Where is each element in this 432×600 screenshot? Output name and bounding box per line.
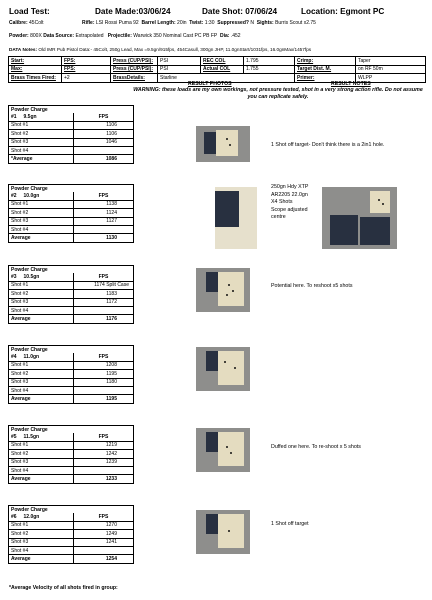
- average-row: Average 1130: [9, 234, 134, 242]
- average-row: Average 1233: [9, 475, 134, 483]
- table-row: Shot #2 1183: [9, 290, 134, 298]
- table-row: Shot #3 1172: [9, 298, 134, 306]
- target-block: [206, 432, 218, 452]
- table-row: Shot #3 1180: [9, 378, 134, 386]
- table-row: Shot #1 1270: [9, 521, 134, 529]
- table-row: Shot #1 1208: [9, 361, 134, 369]
- actual-col-label: Actual COL: [201, 65, 244, 74]
- rec-col-label: REC COL: [201, 57, 244, 66]
- start-fps-label: FPS:: [62, 57, 111, 66]
- primer-label: Primer:: [295, 74, 356, 83]
- table-row: Shot #3 1241: [9, 538, 134, 546]
- projectile-label: Projectile:: [107, 33, 132, 39]
- load-charge: #6 12.0gn: [9, 513, 74, 521]
- bullet-hole: [232, 290, 234, 292]
- target-photo-4: [196, 347, 250, 391]
- table-row: Shot #1 1174 Split Case: [9, 281, 134, 289]
- calibre-label: Calibre:: [9, 20, 28, 26]
- start-press-label: Press (CUP/PSI):: [111, 57, 158, 66]
- date-made: Date Made:03/06/24: [95, 7, 171, 16]
- fps-header: FPS: [74, 273, 134, 281]
- table-row: Shot #1 1106: [9, 121, 134, 129]
- load-table-5: [8, 425, 134, 484]
- target-dist-label: Target Dist. M.: [295, 65, 356, 74]
- load-test-label: Load Test:: [9, 7, 50, 16]
- calibre-value: 45Colt: [29, 20, 44, 26]
- load-title: Powder Charge: [9, 426, 134, 434]
- load-title: Powder Charge: [9, 346, 134, 354]
- load-table-4: [8, 345, 134, 404]
- load-table-1: [8, 105, 134, 164]
- meta-row-powder: [9, 33, 241, 39]
- average-row: Average 1176: [9, 315, 134, 323]
- suppressed-value: N: [250, 20, 254, 26]
- table-row: Shot #4: [9, 386, 134, 394]
- table-row: Shot #2 1124: [9, 209, 134, 217]
- target-block: [206, 514, 218, 534]
- result-note-3: Potential here. To reshoot x5 shots: [271, 283, 353, 289]
- twist-label: Twist:: [189, 20, 204, 26]
- target-photo-2b: [215, 187, 257, 249]
- target-block: [360, 217, 390, 245]
- table-row: Shot #2 1242: [9, 450, 134, 458]
- fps-header: FPS: [74, 113, 134, 121]
- brass-details-label: BrassDetails:: [111, 74, 158, 83]
- notes-value: Old IMR Pub Pistol Data:- 45Colt, 250g Lead, Max =9.5gn/915fps, 454Casull, 300gn JHP, 11.0gnStart/1031fps, 16.0gnMax/1457fps: [38, 47, 312, 52]
- average-row: Average 1195: [9, 395, 134, 403]
- warning-text: WARNING: these loads are my own workings, not pressure tested, shot in a very strong action rifle. Do not assume you can replicate safely.: [133, 87, 423, 100]
- sights-value: Burris Scout x2.75: [275, 20, 316, 26]
- fps-header: FPS: [74, 192, 134, 200]
- result-note-5: Duffed one here. To re-shoot x 5 shots: [271, 444, 361, 450]
- powder-value: 800X: [30, 33, 42, 39]
- load-charge: #5 11.5gn: [9, 433, 74, 441]
- result-photos-heading: RESULT PHOTOS: [188, 81, 232, 87]
- target-photo-6: [196, 510, 250, 554]
- load-table-6: [8, 505, 134, 564]
- twist-value: 1:30: [204, 20, 215, 26]
- bullet-hole: [226, 138, 228, 140]
- target-card: [370, 191, 390, 213]
- table-row: Shot #3 1127: [9, 217, 134, 225]
- load-charge: #4 11.0gn: [9, 353, 74, 361]
- start-psi-label: PSI: [158, 57, 201, 66]
- target-card: [216, 130, 238, 156]
- bullet-hole: [382, 203, 384, 205]
- load-title: Powder Charge: [9, 266, 134, 274]
- primer-value: WLPP: [356, 74, 426, 83]
- result-note-1: 1 Shot off target- Don't think there is a 2in1 hole.: [271, 142, 385, 148]
- bullet-hole: [226, 446, 228, 448]
- start-label: Start:: [9, 57, 62, 66]
- load-table-3: [8, 265, 134, 324]
- table-row: [9, 57, 426, 66]
- target-card: [218, 432, 244, 466]
- rifle-value: LSI Rossi Puma 92: [95, 20, 139, 26]
- target-block: [330, 215, 358, 245]
- brass-details-value: Starline: [158, 74, 295, 83]
- dia-label: Dia:: [219, 33, 230, 39]
- table-row: Shot #1 1219: [9, 441, 134, 449]
- location: Location: Egmont PC: [301, 7, 385, 16]
- average-row: Average 1254: [9, 555, 134, 563]
- target-photo-3: [196, 268, 250, 312]
- table-row: Shot #4: [9, 225, 134, 233]
- result-note-2: 250gn Hdy XTP AR2205 22.0gn X4 Shots Scope adjusted centre: [271, 184, 309, 221]
- footnote: *Average Velocity of all shots fired in group:: [9, 585, 118, 591]
- suppressed-label: Suppressed?: [217, 20, 249, 26]
- fps-header: FPS: [74, 513, 134, 521]
- load-title: Powder Charge: [9, 106, 134, 114]
- table-row: Shot #2 1249: [9, 530, 134, 538]
- load-title: Powder Charge: [9, 506, 134, 514]
- target-block: [206, 351, 218, 371]
- max-press-label: Press (CUP/PSI):: [111, 65, 158, 74]
- barrel-label: Barrel Length:: [141, 20, 176, 26]
- load-table-2: [8, 184, 134, 243]
- table-row: [9, 65, 426, 74]
- meta-row-notes: [9, 47, 311, 52]
- target-dist-value: on RF 50m: [356, 65, 426, 74]
- max-fps-label: FPS:: [62, 65, 111, 74]
- target-photo-5: [196, 428, 250, 472]
- load-charge: #3 10.5gn: [9, 273, 74, 281]
- datasource-label: Data Source:: [43, 33, 75, 39]
- datasource-value: Extrapolated: [75, 33, 104, 39]
- bullet-hole: [226, 294, 228, 296]
- load-charge: #1 9.5gn: [9, 113, 74, 121]
- bullet-hole: [228, 530, 230, 532]
- table-row: Shot #1 1138: [9, 200, 134, 208]
- meta-row-rifle: [82, 20, 316, 26]
- sights-label: Sights:: [256, 20, 274, 26]
- table-row: Shot #4: [9, 146, 134, 154]
- bullet-hole: [378, 199, 380, 201]
- result-note-6: 1 Shot off target: [271, 521, 309, 527]
- notes-label: DATA Notes:: [9, 47, 38, 52]
- brass-fired-label: Brass Times Fired:: [9, 74, 62, 83]
- bullet-hole: [229, 144, 231, 146]
- table-row: Shot #4: [9, 306, 134, 314]
- actual-col-value: 1.755: [244, 65, 295, 74]
- projectile-value: Warwick 350 Nominal Cast PC PB FP: [133, 33, 218, 39]
- rec-col-value: 1.795: [244, 57, 295, 66]
- max-label: Max:: [9, 65, 62, 74]
- target-card: [218, 351, 244, 385]
- average-row: *Average 1086: [9, 155, 134, 163]
- target-block: [204, 132, 216, 154]
- brass-fired-value: +2: [62, 74, 111, 83]
- load-summary-table: [8, 56, 426, 83]
- target-photo-1: [196, 126, 250, 162]
- fps-header: FPS: [74, 353, 134, 361]
- crimp-label: Crimp:: [295, 57, 356, 66]
- dia-value: .452: [230, 33, 241, 39]
- bullet-hole: [230, 452, 232, 454]
- table-row: Shot #3 1239: [9, 458, 134, 466]
- bullet-hole: [228, 284, 230, 286]
- powder-label: Powder:: [9, 33, 29, 39]
- load-charge: #2 10.0gn: [9, 192, 74, 200]
- target-block: [215, 191, 239, 227]
- max-psi-label: PSI: [158, 65, 201, 74]
- rifle-label: Rifle:: [82, 20, 95, 26]
- bullet-hole: [224, 361, 226, 363]
- result-notes-heading: RESULT NOTES: [331, 81, 371, 87]
- table-row: Shot #4: [9, 466, 134, 474]
- load-title: Powder Charge: [9, 185, 134, 193]
- target-card: [218, 272, 244, 306]
- table-row: Shot #4: [9, 546, 134, 554]
- target-block: [206, 272, 218, 292]
- date-shot: Date Shot: 07/06/24: [202, 7, 278, 16]
- table-row: Shot #3 1046: [9, 138, 134, 146]
- fps-header: FPS: [74, 433, 134, 441]
- barrel-value: 20in: [177, 20, 187, 26]
- table-row: Shot #2 1106: [9, 130, 134, 138]
- table-row: Shot #2 1195: [9, 370, 134, 378]
- crimp-value: Taper: [356, 57, 426, 66]
- bullet-hole: [234, 367, 236, 369]
- target-card: [218, 514, 244, 548]
- target-photo-2: [322, 187, 397, 249]
- meta-row-calibre: [9, 20, 43, 26]
